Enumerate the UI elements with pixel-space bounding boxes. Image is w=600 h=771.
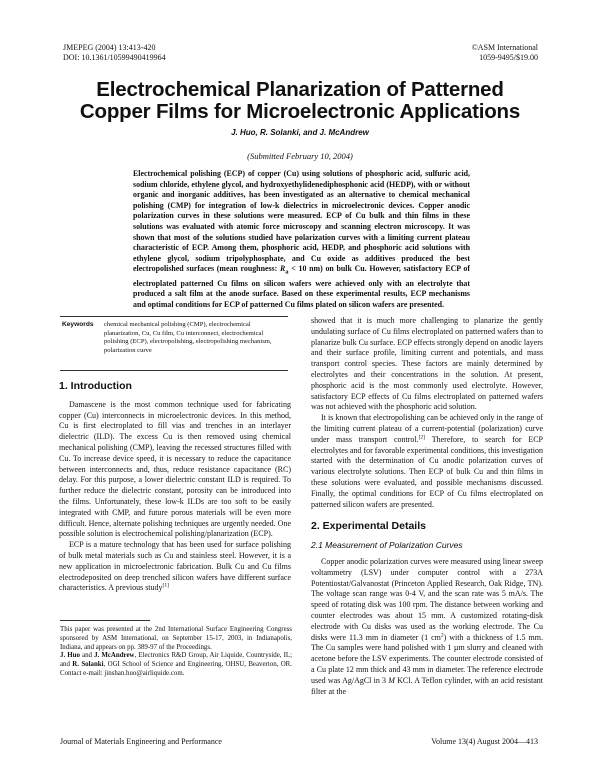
experimental-paragraph-1 <box>311 557 543 697</box>
intro-p3-text-b: Therefore, to search for ECP electrolytes and for favorable experimental conditions, this investigation started with the determination of Cu anodic polarization curves of various electrolyte solutions. Then ECP of bulk Cu and thin films in these solutions were evaluated, and possible mechanisms discussed. Finally, the optimal conditions for ECP of Cu films electroplated on patterned silicon wafers are presented. <box>311 434 544 509</box>
footnote-affiliations <box>60 652 292 678</box>
abstract-text-2: < 10 nm) on bulk Cu. However, satisfactory ECP of electroplated patterned Cu films on silicon wafers were achieved only with an electrolyte that produced a salt film at the anode surface. Based on these experimental results, ECP mechanisms and optimal conditions for ECP of patterned Cu films plated on silicon wafers are presented. <box>133 264 470 309</box>
footnote <box>60 626 292 679</box>
authors: J. Huo, R. Solanki, and J. McAndrew <box>231 128 369 137</box>
cm2-superscript: 2 <box>440 631 444 638</box>
affil-end: , OGI School of Science and Engineering, OHSU, Beaverton, OR. Contact e-mail: jinshan.huo@airliquide.com. <box>60 661 293 677</box>
polarization-subheading: 2.1 Measurement of Polarization Curves <box>311 540 463 551</box>
citation-1: [1] <box>162 582 169 589</box>
affil-author-3: R. Solanki <box>72 661 104 669</box>
intro-paragraph-1: Damascene is the most common technique used for fabricating copper (Cu) interconnects in microelectronic devices. In this method, Cu is first electroplated to fill vias and trenches in an interlayer dielectric (ILD). The excess Cu is then removed using chemical mechanical polishing (CMP), leaving the recessed structures filled with Cu. To increase device speed, it is necessary to reduce the capacitance between interconnects and, thus, reduce resistance capacitance (RC) delay. For this purpose, a lower dielectric constant ILD is required. To further reduce the dielectric constant, porosity can be introduced into the films. Unfortunately, these low-k ILDs are too soft to be easily integrated with CMP, and future porous materials will be even more difficult. Hence, alternate polishing techniques are urgently needed. One possible solution is electrochemical polishing/planarization (ECP). <box>59 399 291 539</box>
right-column <box>311 316 543 697</box>
molar-symbol: M <box>388 675 395 685</box>
doi: DOI: 10.1361/10599490419964 <box>63 52 166 62</box>
abstract-text-1: Electrochemical polishing (ECP) of copper (Cu) using solutions of phosphoric acid, sulfuric acid, sodium chloride, ethylene glycol, and hydroxyethylidenediphosphonic acid (HEDP), with or without organic and inorganic additives, has been investigated as an alternative to chemical mechanical polishing (CMP) for integration of low-k dielectrics in microelectronic devices. Copper anodic polarization curves in these solutions were measured. ECP of Cu bulk and thin films in these solutions was evaluated with atomic force microscopy and scanning electron microscopy. It was shown that most of the solutions studied have polarization curves with a limiting current plateau characteristic of ECP. Among them, phosphoric acid, HEDP, and phosphoric acid solutions with ethylene glycol, sodium tripolyphosphate, and Cu oxide as additives produced the best electropolished surfaces (mean roughness: <box>133 169 470 274</box>
ra-symbol: R <box>279 264 286 274</box>
keywords-text: chemical mechanical polishing (CMP), electrochemical planarization, Cu, Cu film, Cu interconnect, electrochemical polishing (ECP), electropolishing, electropolishing mechanism, polarization curve <box>104 321 272 355</box>
intro-p2-text-a: ECP is a mature technology that has been used for surface polishing of bulk metal materials such as Cu and stainless steel. However, it is a new application in microelectronic fabrication. Bulk Cu and Cu films electrodeposited on deep trenched silicon wafers have different surface characteristics. A previous study <box>59 540 291 593</box>
affil-and: and <box>79 652 95 660</box>
footnote-conference: This paper was presented at the 2nd International Surface Engineering Congress sponsored by ASM International, on September 15-17, 2003, in Indianapolis, Indiana, and appears on pp. 389-97 of the Proceedings. <box>60 626 292 651</box>
exp-p1-text-b: ) with a thickness of 1.5 mm. The Cu samples were hand polished with 1 µm slurry and cleaned with acetone before the LSV experiments. The counter electrode consisted of a Cu plate 12 mm thick and 43 mm in diameter. The reference electrode used was Ag/AgCl in 3 <box>311 632 543 685</box>
title-line-1: Electrochemical Planarization of Patterned <box>96 78 504 101</box>
affil-mid: , Electronics R&D Group, Air Liquide, Countryside, IL; and <box>60 652 293 669</box>
intro-p3-text-a: It is known that electropolishing can be achieved only in the range of the limiting current plateau of a current-potential (polarization) curve under mass transport control. <box>311 413 543 444</box>
footnote-divider <box>60 620 150 621</box>
affil-author-2: J. McAndrew <box>94 652 135 660</box>
running-header-left <box>63 43 166 62</box>
submitted-date: (Submitted February 10, 2004) <box>247 151 353 161</box>
introduction-heading: 1. Introduction <box>59 380 132 392</box>
keywords-label: Keywords <box>62 321 94 328</box>
citation-2: [2] <box>418 434 426 441</box>
title-line-2: Copper Films for Microelectronic Applications <box>79 100 521 123</box>
exp-p1-text-a: Copper anodic polarization curves were measured using linear sweep voltammetry (LSV) under computer control with a 273A Potentiostat/Galvanostat (Princeton Applied Research, Oak Ridge, TN). The voltage scan range was 0-4 V, and the scan rate was 5 mA/s. The speed of rotating disk was 100 rpm. The distance between working and counter electrodes was about 15 mm. A customized rotating-disk electrode with Cu disks was used as the working electrode. The Cu disks were 11.3 mm in diameter (1 cm <box>311 556 543 642</box>
publisher: ©ASM International <box>471 43 538 52</box>
exp-p1-text-c: KCl. A Teflon cylinder, with an acid resistant filter at the <box>311 675 544 696</box>
running-header-right <box>472 43 538 62</box>
affil-author-1: J. Huo <box>60 652 80 660</box>
intro-paragraph-2-continued: showed that it is much more challenging to planarize the gently undulating surface of Cu films electroplated on patterned wafers than to planarize bulk Cu surface. ECP effects strongly depend on anodic layers and their surface profile, limiting current and potentials, and mass transport control species. These factors are mainly determined by electrolytes and their concentrations in the solution. At present, phosphoric acid is the most commonly used electrolyte. However, satisfactory ECP effects of Cu films electroplated on patterned wafers was not achieved with the phosphoric acid solution. <box>311 316 543 412</box>
footer-volume-page: Volume 13(4) August 2004—413 <box>431 737 538 746</box>
left-column <box>59 370 291 594</box>
intro-paragraph-2 <box>59 540 291 594</box>
paper-title <box>60 79 540 123</box>
keywords-box <box>60 316 288 371</box>
ra-subscript: a <box>285 268 289 276</box>
intro-paragraph-3 <box>311 413 543 510</box>
experimental-heading: 2. Experimental Details <box>311 520 426 533</box>
abstract <box>133 169 470 310</box>
footer-journal: Journal of Materials Engineering and Performance <box>60 737 222 746</box>
issn-price: 1059-9495/$19.00 <box>479 52 538 62</box>
journal-reference: JMEPEG (2004) 13:413-420 <box>63 43 156 52</box>
